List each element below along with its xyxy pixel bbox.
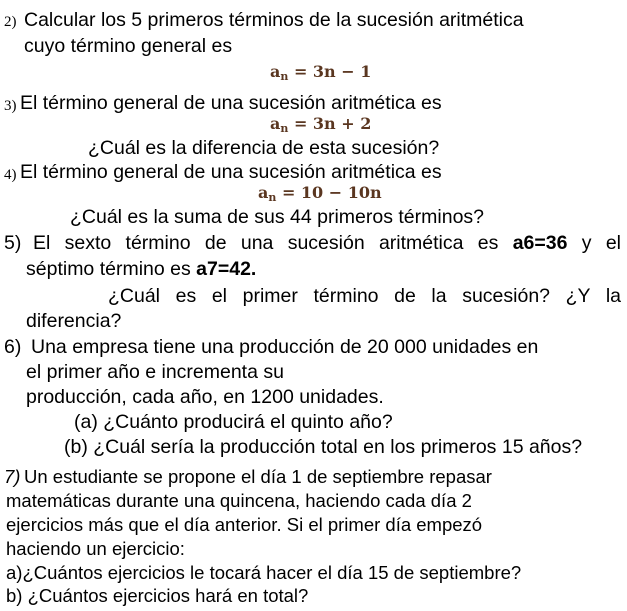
question-6-line-3: producción, cada año, en 1200 unidades.: [26, 386, 384, 408]
question-7-line-2: matemáticas durante una quincena, haciendo cada día 2: [6, 490, 472, 511]
formula-rhs: = 10 − 10n: [276, 183, 382, 202]
question-3-formula: [270, 114, 371, 135]
formula-rhs: = 3n + 2: [288, 114, 372, 133]
question-7-line-4: haciendo un ejercicio:: [6, 538, 185, 559]
question-3-question: ¿Cuál es la diferencia de esta sucesión?: [88, 137, 440, 159]
formula-variable: a: [270, 62, 281, 81]
question-7-line-1: Un estudiante se propone el día 1 de septiembre repasar: [24, 466, 492, 487]
question-6-part-a: (a) ¿Cuánto producirá el quinto año?: [74, 411, 393, 433]
question-7-part-b: b) ¿Cuántos ejercicios hará en total?: [6, 585, 309, 606]
question-2-number: 2): [4, 14, 17, 30]
question-4-formula: [258, 183, 382, 204]
question-3-number: 3): [4, 98, 17, 114]
question-7-line-3: ejercicios más que el día anterior. Si el primer día empezó: [6, 514, 483, 535]
a7-value: a7=42.: [196, 258, 257, 280]
formula-variable: a: [270, 114, 281, 133]
question-3-line-1: El término general de una sucesión aritmética es: [20, 92, 442, 114]
question-2-line-1: Calcular los 5 primeros términos de la sucesión aritmética: [24, 9, 524, 31]
formula-variable: a: [258, 183, 269, 202]
question-5-line-1: El sexto término de una sucesión aritmética es a6=36 y el: [33, 232, 621, 254]
question-2-formula: [270, 62, 371, 83]
formula-rhs: = 3n − 1: [288, 62, 372, 81]
question-6-number: 6): [4, 336, 22, 358]
question-5-line-4: diferencia?: [26, 310, 122, 332]
question-4-number: 4): [4, 167, 17, 183]
formula-subscript: n: [280, 122, 289, 135]
question-4-question: ¿Cuál es la suma de sus 44 primeros términos?: [70, 206, 485, 228]
question-5-number: 5): [4, 232, 22, 254]
formula-subscript: n: [280, 70, 289, 83]
question-5-line-2: séptimo término es a7=42.: [26, 258, 257, 280]
question-7-part-a: a)¿Cuántos ejercicios le tocará hacer el día 15 de septiembre?: [6, 562, 522, 583]
question-6-line-2: el primer año e incrementa su: [26, 361, 284, 383]
question-5-line-3: ¿Cuál es el primer término de la sucesión? ¿Y la: [108, 285, 621, 307]
question-6-part-b: (b) ¿Cuál sería la producción total en los primeros 15 años?: [64, 436, 583, 458]
question-2-line-2: cuyo término general es: [24, 35, 233, 57]
a6-value: a6=36: [512, 232, 568, 254]
question-7-number: 7): [4, 466, 21, 487]
question-6-line-1: Una empresa tiene una producción de 20 000 unidades en: [31, 336, 539, 358]
question-4-line-1: El término general de una sucesión aritmética es: [20, 161, 442, 183]
formula-subscript: n: [268, 191, 277, 204]
